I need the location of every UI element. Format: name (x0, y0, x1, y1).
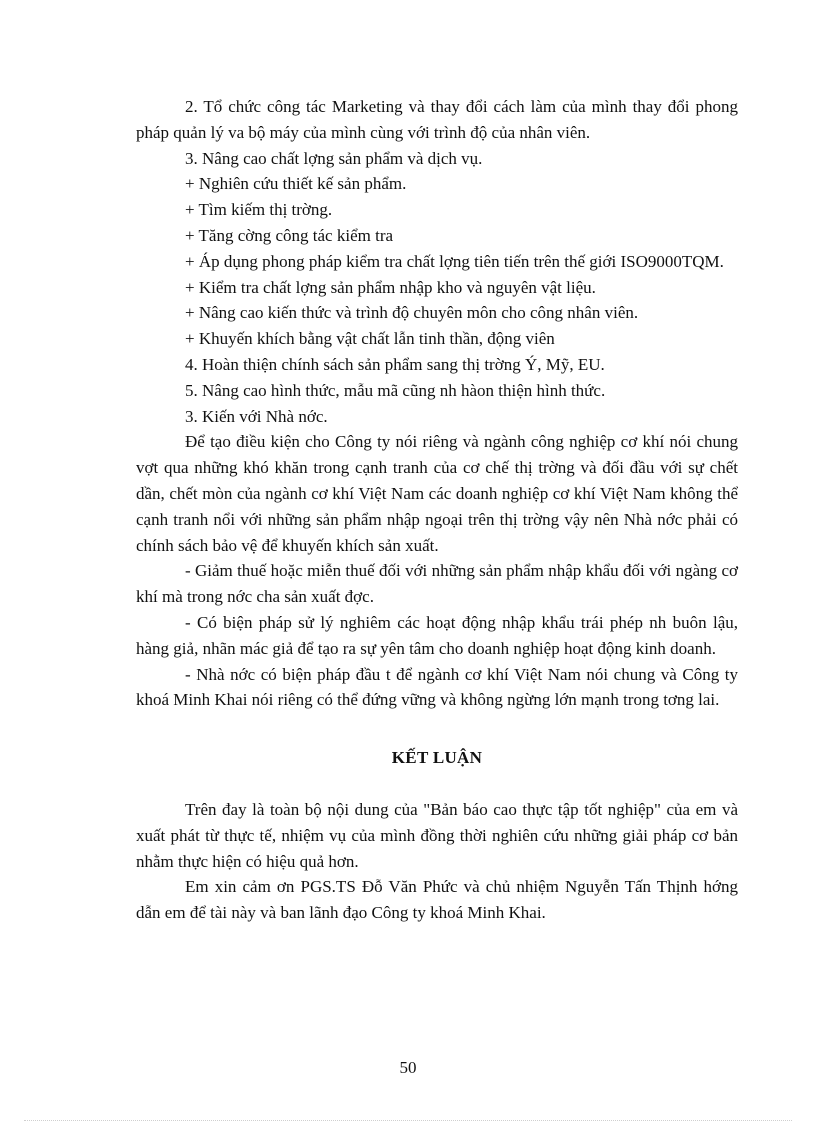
list-item: + Tăng cờng công tác kiểm tra (185, 225, 394, 245)
page-number: 50 (399, 1058, 417, 1077)
list-item: 3. Nâng cao chất lợng sản phẩm và dịch vụ. (185, 148, 483, 168)
paragraph: Trên đay là toàn bộ nội dung của "Bản báo cao thực tập tốt nghiệp" của em và xuất phát từ thực tế, nhiệm vụ của mình đồng thời nghiên cứu những giải pháp cơ bản nhằm thực hiện có hiệu quả hơn. (136, 799, 738, 871)
list-item: 5. Nâng cao hình thức, mẫu mã cũng nh hàon thiện hình thức. (185, 380, 606, 400)
page-bottom-divider (24, 1120, 792, 1121)
section-heading: KẾT LUẬN (391, 748, 483, 768)
paragraph: + Áp dụng phong pháp kiểm tra chất lợng tiên tiến trên thế giới ISO9000TQM. (185, 251, 724, 271)
document-body (136, 94, 738, 926)
paragraph: Em xin cảm ơn PGS.TS Đỗ Văn Phức và chủ nhiệm Nguyễn Tấn Thịnh hớng dẫn em để tài này và ban lãnh đạo Công ty khoá Minh Khai. (136, 877, 738, 923)
paragraph: Để tạo điều kiện cho Công ty nói riêng và ngành công nghiệp cơ khí nói chung vợt qua những khó khăn trong cạnh tranh của cơ chế thị trờng và đối đầu với sự chết dần, chết mòn của ngành cơ khí Việt Nam các doanh nghiệp cơ khí Việt Nam không thể cạnh tranh nổi với những sản phẩm nhập ngoại trên thị trờng vậy nên Nhà nớc phải có chính sách bảo vệ để khuyến khích sản xuất. (136, 432, 738, 555)
list-item: 3. Kiến với Nhà nớc. (185, 406, 328, 426)
list-item: + Khuyến khích bằng vật chất lẫn tinh thần, động viên (185, 329, 555, 349)
paragraph: 2. Tổ chức công tác Marketing và thay đổi cách làm của mình thay đổi phong pháp quản lý va bộ máy của mình cùng với trình độ của nhân viên. (136, 97, 738, 142)
conclusion-section (136, 797, 738, 926)
list-item: + Tìm kiếm thị trờng. (185, 200, 333, 220)
list-item: + Nghiên cứu thiết kế sản phẩm. (185, 174, 407, 194)
list-item: 4. Hoàn thiện chính sách sản phẩm sang thị trờng Ý, Mỹ, EU. (185, 354, 605, 374)
body-section (136, 94, 738, 713)
paragraph: - Nhà nớc có biện pháp đầu t để ngành cơ khí Việt Nam nói chung và Công ty khoá Minh Khai nói riêng có thể đứng vững và không ngừng lớn mạnh trong tơng lai. (136, 664, 738, 710)
paragraph: - Có biện pháp sử lý nghiêm các hoạt động nhập khẩu trái phép nh buôn lậu, hàng giả, nhãn mác giả để tạo ra sự yên tâm cho doanh nghiệp hoạt động kinh doanh. (136, 612, 738, 658)
list-item: + Nâng cao kiến thức và trình độ chuyên môn cho công nhân viên. (185, 303, 639, 323)
paragraph: - Giảm thuế hoặc miễn thuế đối với những sản phẩm nhập khẩu đối với ngàng cơ khí mà trong nớc cha sản xuất đợc. (136, 561, 738, 607)
list-item: + Kiểm tra chất lợng sản phẩm nhập kho và nguyên vật liệu. (185, 277, 596, 297)
